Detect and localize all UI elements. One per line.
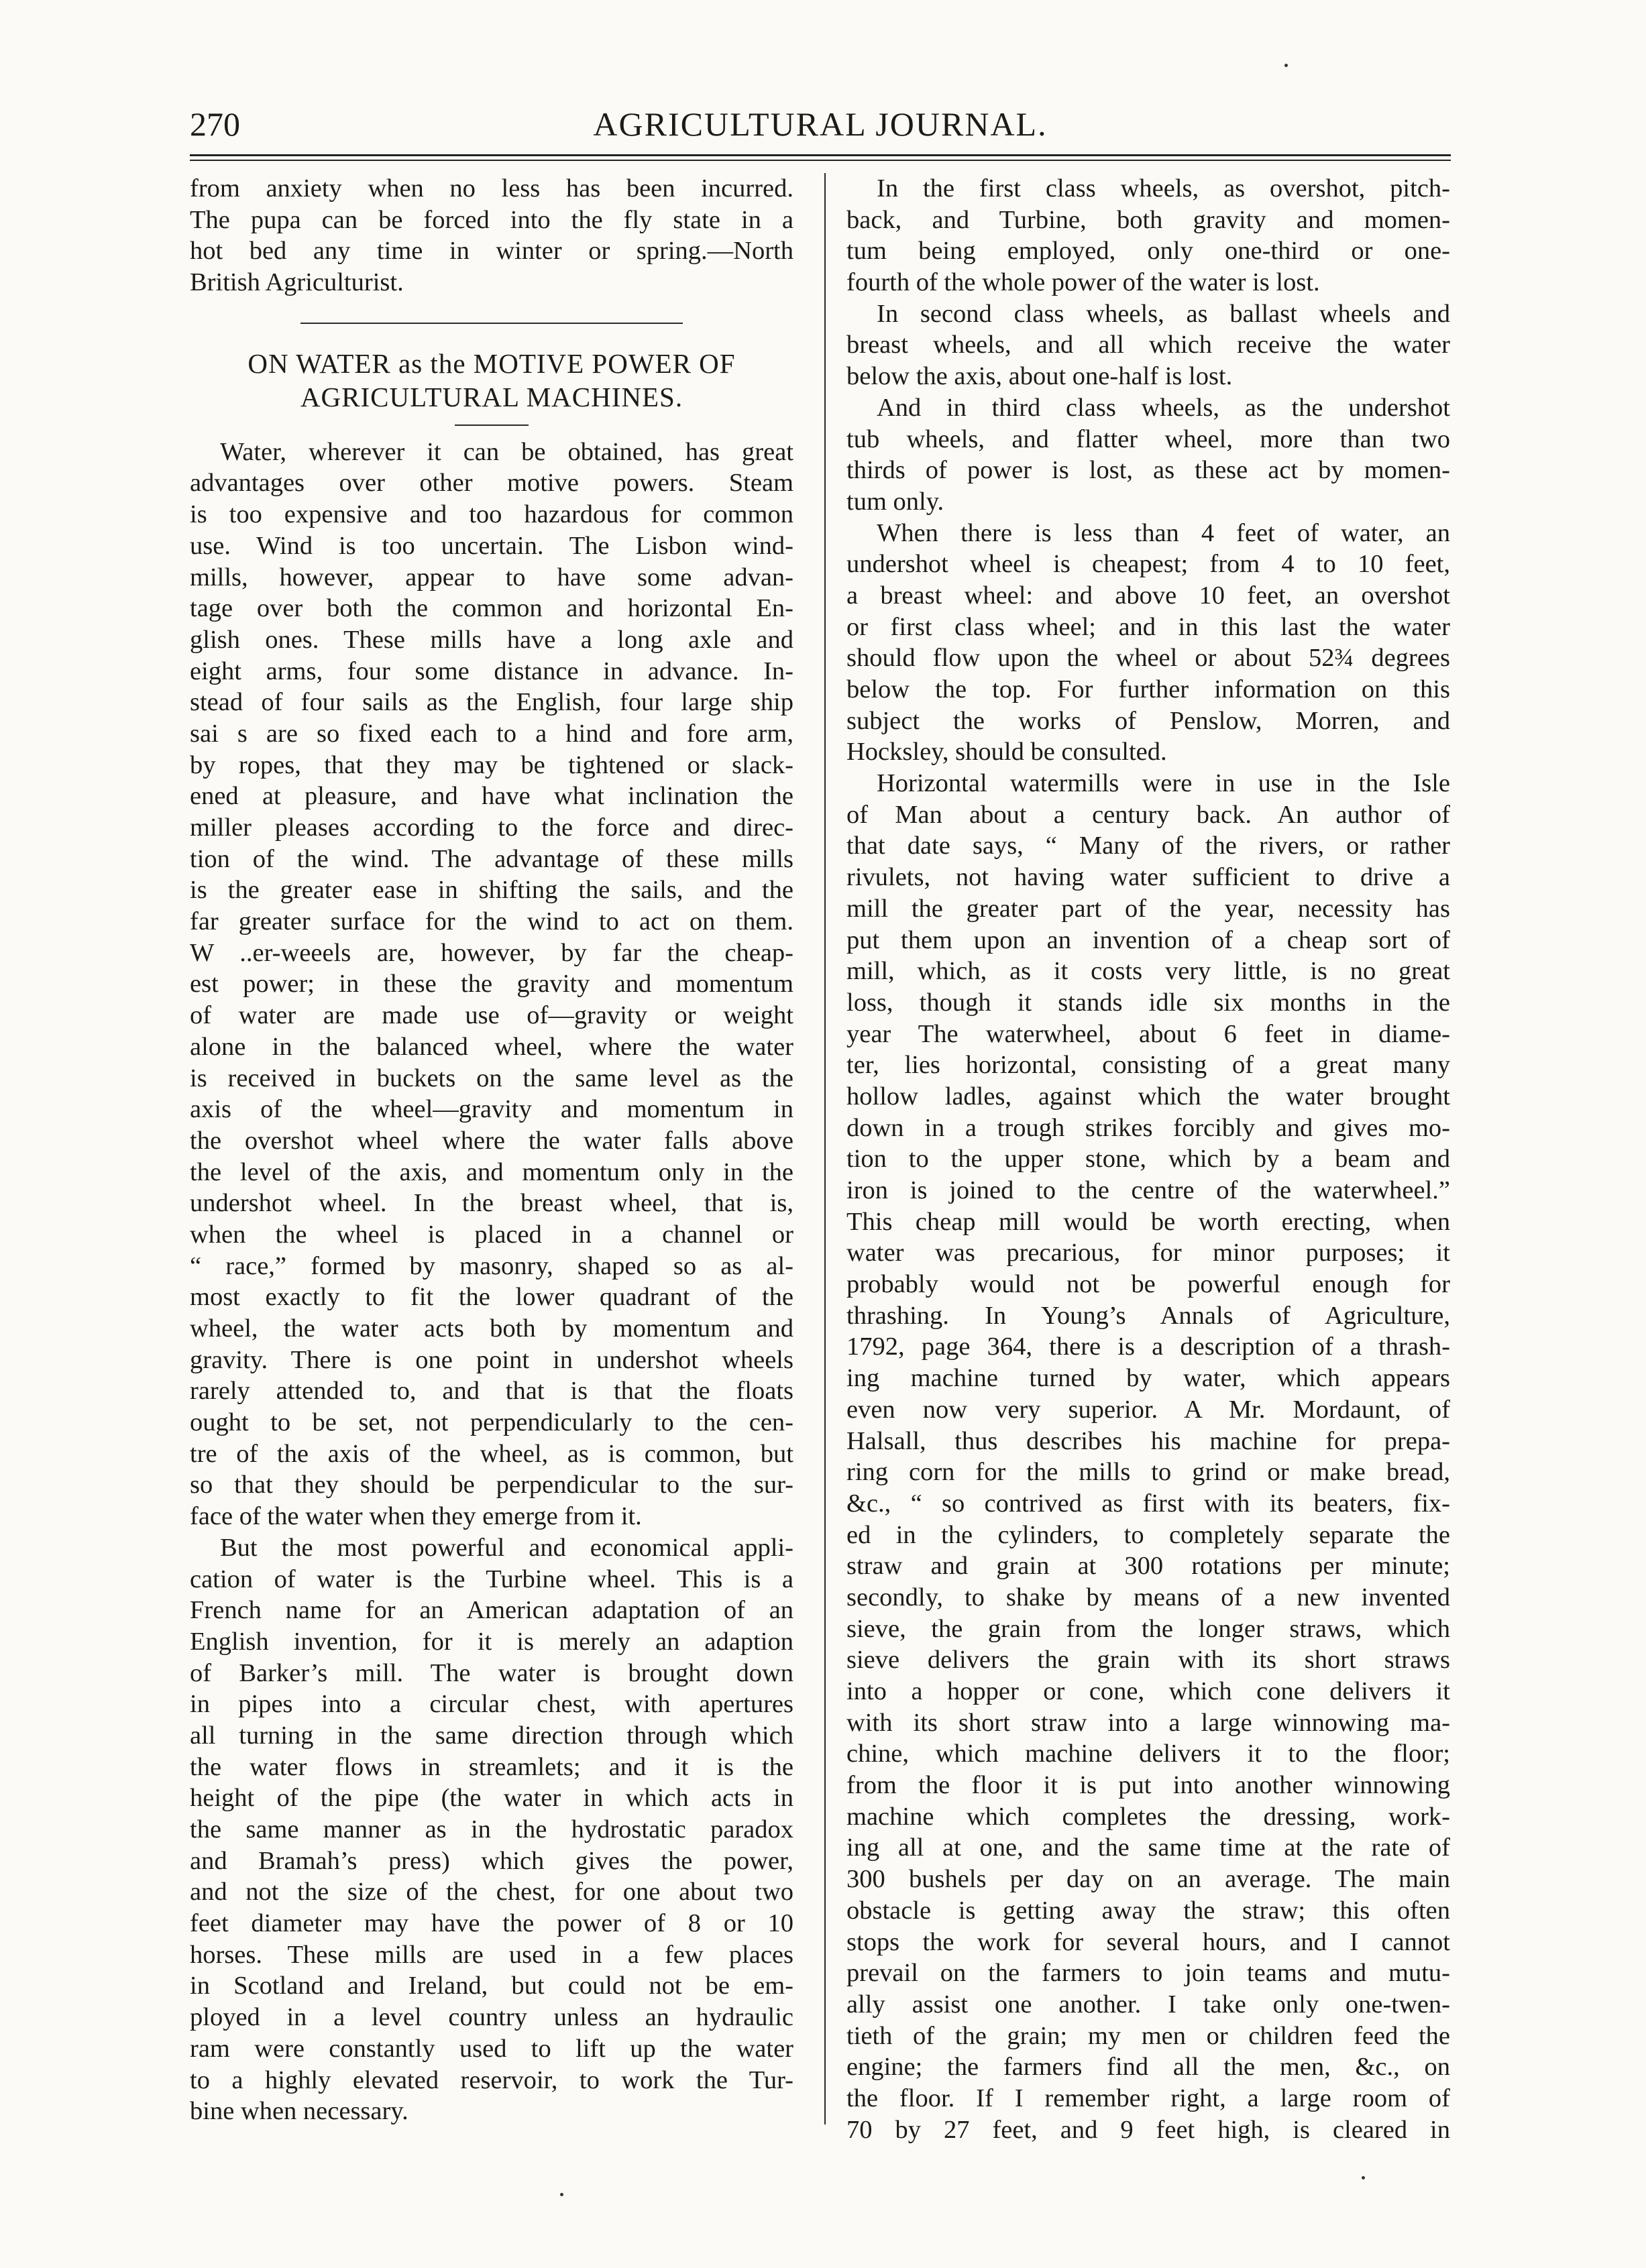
text-line: tre of the axis of the wheel, as is common, but: [190, 1439, 793, 1468]
article-title-line-1: ON WATER as the MOTIVE POWER OF: [248, 347, 736, 379]
text-line: below the axis, about one-half is lost.: [846, 362, 1233, 391]
text-line: and Bramah’s press) which gives the power,: [190, 1846, 793, 1875]
header-double-rule: [190, 154, 1451, 161]
text-line: in Scotland and Ireland, but could not be em-: [190, 1972, 793, 2000]
text-line: engine; the farmers find all the men, &c., on: [846, 2053, 1450, 2082]
text-line: tage over both the common and horizontal En-: [190, 594, 793, 623]
text-line: undershot wheel is cheapest; from 4 to 10 feet,: [846, 550, 1450, 579]
column-divider: [824, 173, 826, 2124]
text-line: chine, which machine delivers it to the floor;: [846, 1740, 1450, 1768]
text-line: tion to the upper stone, which by a beam and: [846, 1145, 1450, 1174]
text-line: and not the size of the chest, for one about two: [190, 1878, 793, 1907]
paragraph: [190, 1532, 793, 2127]
text-line: The pupa can be forced into the fly state in a: [190, 205, 793, 234]
text-line: ring corn for the mills to grind or make bread,: [846, 1458, 1450, 1487]
paragraph: [190, 437, 793, 1532]
text-line: the water flows in streamlets; and it is the: [190, 1752, 793, 1781]
text-line: In second class wheels, as ballast wheels and: [877, 299, 1450, 328]
paragraph: [846, 392, 1450, 518]
text-line: ployed in a level country unless an hydraulic: [190, 2003, 793, 2032]
text-line: the same manner as in the hydrostatic paradox: [190, 1815, 793, 1844]
text-line: Horizontal watermills were in use in the Isle: [877, 769, 1450, 798]
text-line: with its short straw into a large winnowing ma-: [846, 1708, 1450, 1737]
text-line: loss, though it stands idle six months in the: [846, 988, 1450, 1017]
text-line: is too expensive and too hazardous for common: [190, 500, 793, 529]
text-line: Hocksley, should be consulted.: [846, 738, 1167, 767]
text-line: tum only.: [846, 487, 944, 516]
text-line: est power; in these the gravity and momentum: [190, 970, 793, 999]
text-line: so that they should be perpendicular to the sur-: [190, 1471, 793, 1499]
text-line: ought to be set, not perpendicularly to the cen-: [190, 1408, 793, 1437]
text-line: horses. These mills are used in a few places: [190, 1940, 793, 1969]
text-line: down in a trough strikes forcibly and gives mo-: [846, 1113, 1450, 1142]
text-line: wheel, the water acts both by momentum and: [190, 1314, 793, 1343]
text-line: height of the pipe (the water in which acts in: [190, 1784, 793, 1813]
text-line: sieve delivers the grain with its short straws: [846, 1646, 1450, 1675]
paragraph: [846, 298, 1450, 392]
text-line: bine when necessary.: [190, 2097, 408, 2126]
text-line: the floor. If I remember right, a large room of: [846, 2084, 1450, 2112]
text-line: gravity. There is one point in undershot wheels: [190, 1345, 793, 1374]
right-column: [846, 173, 1450, 2145]
text-line: use. Wind is too uncertain. The Lisbon wind-: [190, 531, 793, 560]
text-line: 1792, page 364, there is a description of a thrash-: [846, 1333, 1450, 1361]
text-line: 300 bushels per day on an average. The main: [846, 1865, 1450, 1894]
text-line: back, and Turbine, both gravity and momen-: [846, 205, 1450, 234]
text-line: advantages over other motive powers. Steam: [190, 469, 793, 498]
text-line: tub wheels, and flatter wheel, more than two: [846, 424, 1450, 453]
text-line: probably would not be powerful enough for: [846, 1270, 1450, 1299]
text-line: iron is joined to the centre of the waterwheel.”: [846, 1176, 1450, 1204]
text-line: water was precarious, for minor purposes; it: [846, 1239, 1450, 1267]
text-line: the overshot wheel where the water falls above: [190, 1126, 793, 1155]
text-line: put them upon an invention of a cheap sort of: [846, 925, 1450, 954]
running-head: AGRICULTURAL JOURNAL.: [593, 105, 1048, 143]
text-line: stops the work for several hours, and I cannot: [846, 1927, 1450, 1956]
text-line: by ropes, that they may be tightened or slack-: [190, 750, 793, 779]
text-line: hot bed any time in winter or spring.—North: [190, 237, 793, 266]
text-line: year The waterwheel, about 6 feet in diame-: [846, 1019, 1450, 1048]
text-line: sieve, the grain from the longer straws, which: [846, 1614, 1450, 1643]
text-line: machine which completes the dressing, work-: [846, 1802, 1450, 1831]
text-line: fourth of the whole power of the water is lost.: [846, 268, 1320, 297]
left-column: [190, 173, 793, 2127]
text-line: ally assist one another. I take only one-twen-: [846, 1990, 1450, 2019]
text-line: below the top. For further information on this: [846, 675, 1450, 703]
text-line: is received in buckets on the same level as the: [190, 1064, 793, 1092]
text-line: ened at pleasure, and have what inclination the: [190, 782, 793, 811]
page-header: [190, 101, 1451, 148]
text-line: glish ones. These mills have a long axle and: [190, 625, 793, 654]
text-line: 70 by 27 feet, and 9 feet high, is cleared in: [846, 2115, 1450, 2144]
text-line: “ race,” formed by masonry, shaped so as al-: [190, 1251, 793, 1280]
text-line: to a highly elevated reservoir, to work the Tur-: [190, 2065, 793, 2094]
text-line: tieth of the grain; my men or children feed the: [846, 2021, 1450, 2050]
text-line: alone in the balanced wheel, where the water: [190, 1032, 793, 1061]
text-line: of Man about a century back. An author of: [846, 800, 1450, 829]
text-line: &c., “ so contrived as first with its beaters, fix-: [846, 1489, 1450, 1518]
text-line: straw and grain at 300 rotations per minute;: [846, 1552, 1450, 1581]
text-line: mills, however, appear to have some advan-: [190, 563, 793, 591]
paragraph: [846, 173, 1450, 298]
text-line: rivulets, not having water sufficient to drive a: [846, 863, 1450, 892]
text-line: that date says, “ Many of the rivers, or rather: [846, 832, 1450, 860]
text-line: of Barker’s mill. The water is brought down: [190, 1658, 793, 1687]
article-title: [190, 347, 793, 414]
text-line: the level of the axis, and momentum only in the: [190, 1157, 793, 1186]
text-line: obstacle is getting away the straw; this often: [846, 1896, 1450, 1925]
text-line: all turning in the same direction through which: [190, 1721, 793, 1750]
text-line: undershot wheel. In the breast wheel, that is,: [190, 1189, 793, 1218]
text-line: English invention, for it is merely an adaption: [190, 1627, 793, 1656]
print-speck: [1284, 64, 1288, 67]
text-line: French name for an American adaptation of an: [190, 1596, 793, 1625]
text-line: axis of the wheel—gravity and momentum in: [190, 1095, 793, 1124]
text-line: from anxiety when no less has been incurred.: [190, 174, 793, 203]
page-number: 270: [190, 105, 240, 143]
text-line: far greater surface for the wind to act on them.: [190, 907, 793, 936]
text-line: But the most powerful and economical appli-: [220, 1533, 793, 1562]
text-line: should flow upon the wheel or about 52¾ degrees: [846, 644, 1450, 673]
text-line: a breast wheel: and above 10 feet, an overshot: [846, 581, 1450, 610]
text-line: into a hopper or cone, which cone delivers it: [846, 1677, 1450, 1705]
text-line: subject the works of Penslow, Morren, and: [846, 706, 1450, 735]
text-line: even now very superior. A Mr. Mordaunt, of: [846, 1395, 1450, 1424]
text-line: thrashing. In Young’s Annals of Agriculture,: [846, 1301, 1450, 1330]
text-line: most exactly to fit the lower quadrant of the: [190, 1283, 793, 1312]
text-line: tion of the wind. The advantage of these mills: [190, 844, 793, 873]
text-line: of water are made use of—gravity or weight: [190, 1001, 793, 1030]
text-line: mill, which, as it costs very little, is no great: [846, 957, 1450, 986]
text-line: in pipes into a circular chest, with apertures: [190, 1690, 793, 1719]
text-line: ed in the cylinders, to completely separate the: [846, 1520, 1450, 1549]
text-line: tum being employed, only one-third or one-: [846, 237, 1450, 266]
text-line: from the floor it is put into another winnowing: [846, 1771, 1450, 1800]
text-line: breast wheels, and all which receive the water: [846, 331, 1450, 359]
text-line: or first class wheel; and in this last the water: [846, 612, 1450, 641]
title-underline-rule: [455, 424, 529, 426]
text-line: hollow ladles, against which the water brought: [846, 1082, 1450, 1111]
text-line: ing all at one, and the same time at the rate of: [846, 1833, 1450, 1862]
print-speck: [560, 2193, 563, 2196]
text-line: thirds of power is lost, as these act by momen-: [846, 456, 1450, 485]
text-line: Water, wherever it can be obtained, has great: [220, 437, 793, 466]
paragraph: [846, 768, 1450, 2145]
text-line: face of the water when they emerge from it.: [190, 1502, 642, 1531]
text-line: is the greater ease in shifting the sails, and the: [190, 876, 793, 905]
text-line: Halsall, thus describes his machine for prepa-: [846, 1426, 1450, 1455]
text-line: secondly, to shake by means of a new invented: [846, 1583, 1450, 1611]
text-line: ram were constantly used to lift up the water: [190, 2034, 793, 2063]
paragraph: [846, 518, 1450, 769]
text-line: stead of four sails as the English, four large ship: [190, 688, 793, 717]
text-line: prevail on the farmers to join teams and mutu-: [846, 1959, 1450, 1988]
article-title-line-2: AGRICULTURAL MACHINES.: [300, 381, 683, 412]
text-line: mill the greater part of the year, necessity has: [846, 894, 1450, 923]
text-line: miller pleases according to the force and direc-: [190, 813, 793, 842]
print-speck: [1362, 2176, 1365, 2179]
text-line: when the wheel is placed in a channel or: [190, 1220, 793, 1249]
text-line: eight arms, four some distance in advance. In-: [190, 657, 793, 685]
text-line: When there is less than 4 feet of water, an: [877, 518, 1450, 547]
continuation-paragraph: [190, 173, 793, 298]
text-line: feet diameter may have the power of 8 or 10: [190, 1909, 793, 1938]
text-line: ing machine turned by water, which appears: [846, 1364, 1450, 1393]
text-line: rarely attended to, and that is that the floats: [190, 1377, 793, 1406]
text-line: ter, lies horizontal, consisting of a great many: [846, 1051, 1450, 1080]
text-line: British Agriculturist.: [190, 268, 404, 297]
text-line: W ..er-weeels are, however, by far the cheap-: [190, 938, 793, 967]
text-line: cation of water is the Turbine wheel. This is a: [190, 1565, 793, 1593]
text-line: sai s are so fixed each to a hind and fore arm,: [190, 719, 793, 748]
text-line: This cheap mill would be worth erecting, when: [846, 1207, 1450, 1236]
text-line: In the first class wheels, as overshot, pitch-: [877, 174, 1450, 203]
section-separator-rule: [300, 323, 683, 324]
text-line: And in third class wheels, as the undershot: [877, 393, 1450, 422]
